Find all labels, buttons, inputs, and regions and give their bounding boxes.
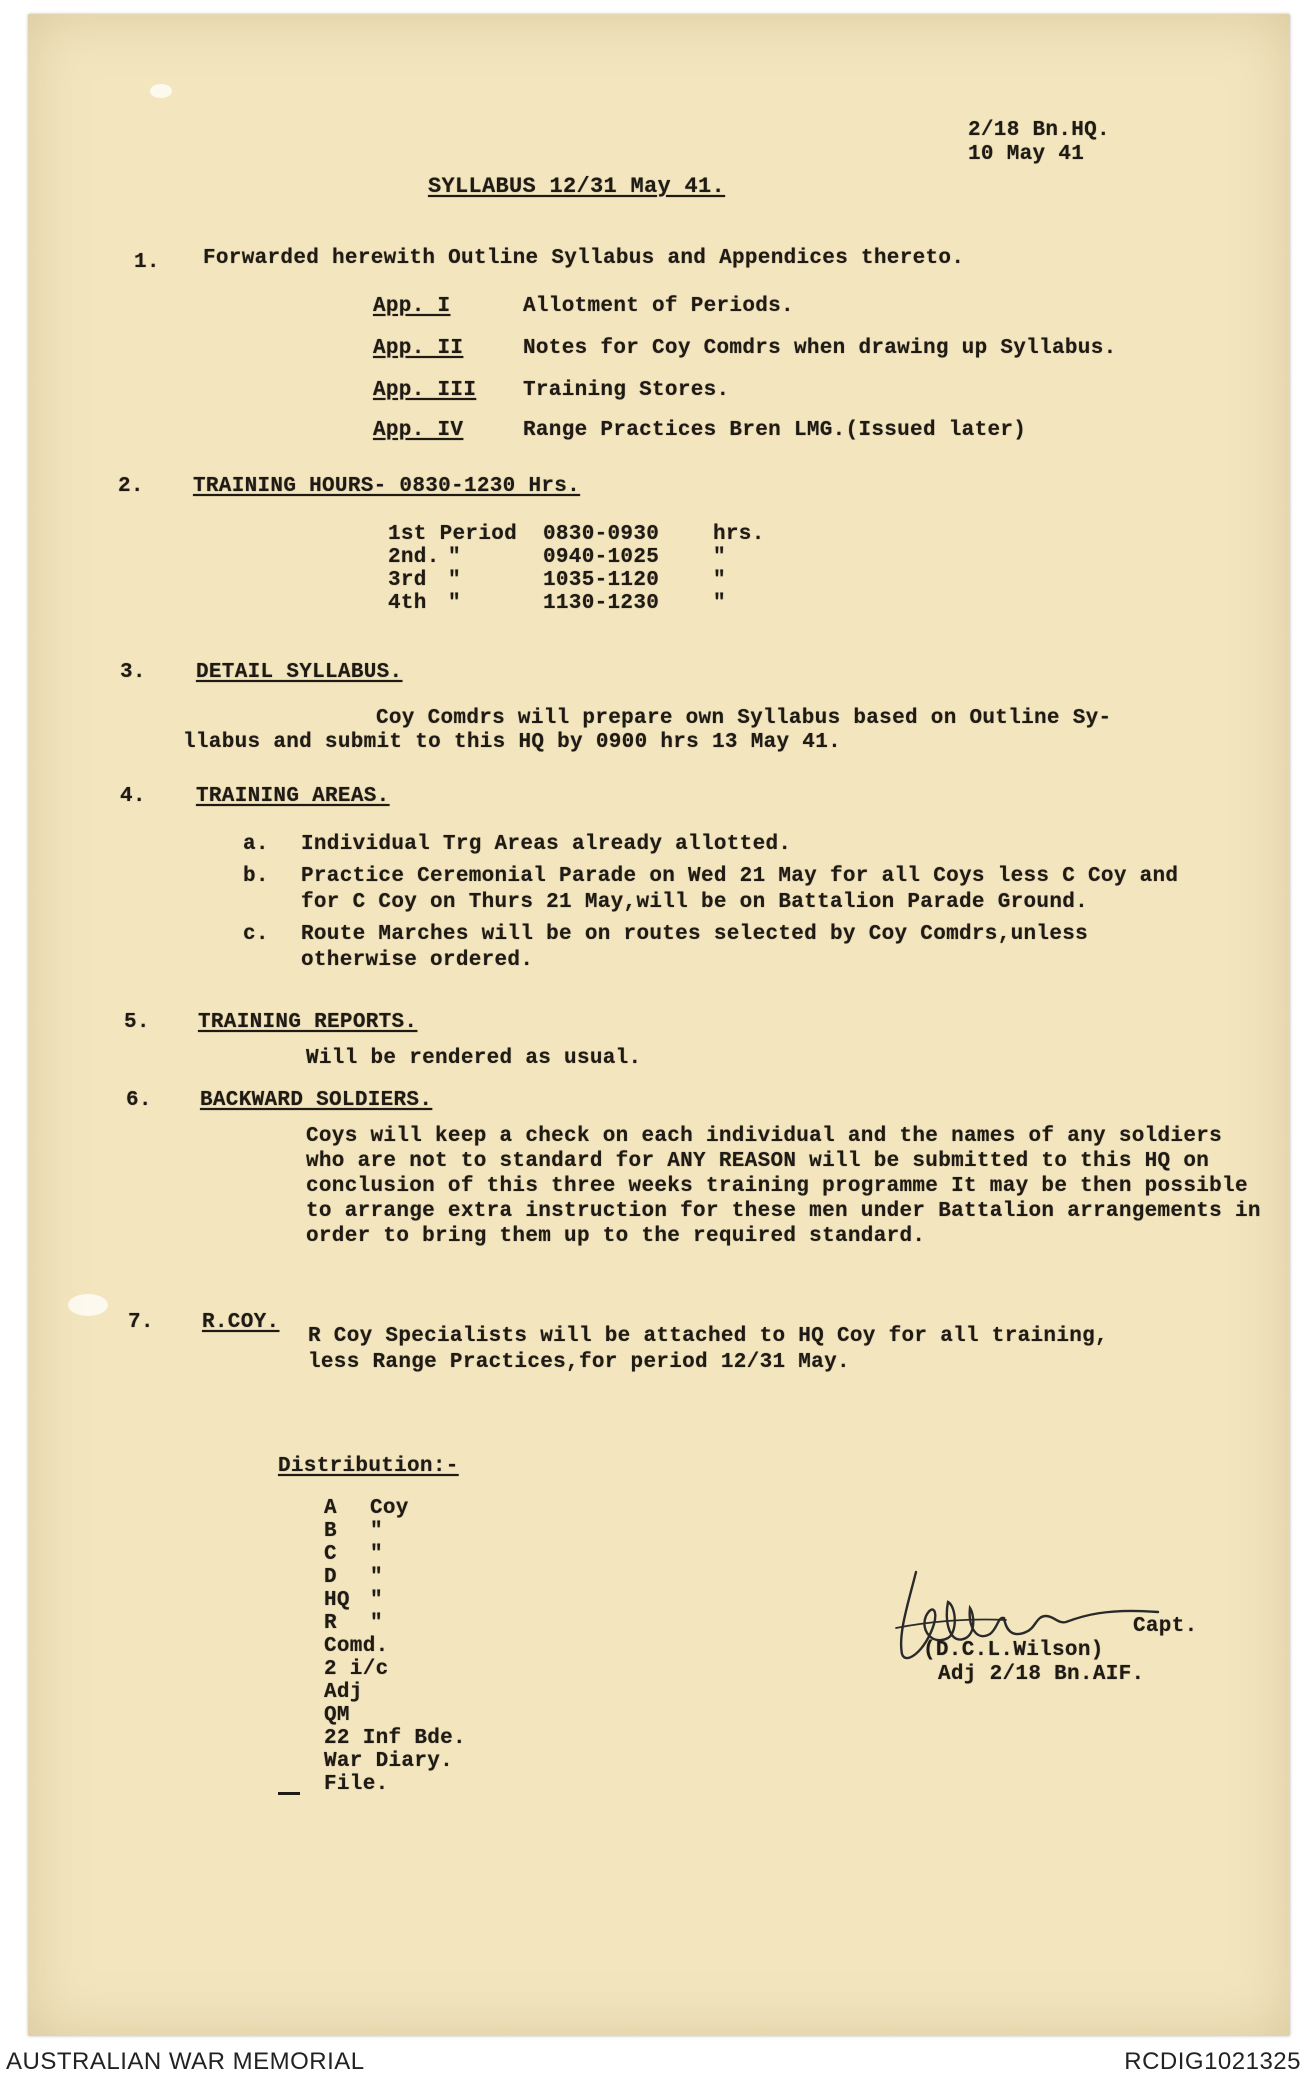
- appendix-code: App. IV: [373, 419, 464, 442]
- section-7-line-2: less Range Practices,for period 12/31 May.: [308, 1351, 850, 1374]
- appendix-text: Range Practices Bren LMG.(Issued later): [523, 419, 1027, 442]
- section-3-heading: DETAIL SYLLABUS.: [196, 661, 403, 684]
- appendix-text: Notes for Coy Comdrs when drawing up Syllabus.: [523, 337, 1117, 360]
- appendix-code: App. III: [373, 379, 477, 402]
- appendix-text: Allotment of Periods.: [523, 295, 794, 318]
- section-7-heading: R.COY.: [202, 1311, 280, 1334]
- signature-appointment: Adj 2/18 Bn.AIF.: [938, 1663, 1145, 1686]
- distribution-val: ": [370, 1612, 383, 1635]
- item-letter: a.: [243, 833, 269, 856]
- section-6-text: Coys will keep a check on each individual and the names of any soldiers who are not to standard for ANY REASON will be submitted to this HQ on conclusion of this three weeks training programme It may be then possible to arrange extra instruction for these men under Battalion arrangements in order to bring them up to the required standard.: [306, 1125, 1261, 1248]
- document-body: [28, 14, 1290, 2036]
- period-unit: ": [713, 546, 726, 569]
- distribution-row: [324, 1611, 466, 1634]
- distribution-row: [324, 1542, 466, 1565]
- period-time: 1130-1230: [543, 592, 660, 615]
- training-periods-table: [388, 522, 765, 614]
- item-text: Individual Trg Areas already allotted.: [301, 833, 792, 856]
- period-row: [388, 591, 765, 614]
- period-row: [388, 545, 765, 568]
- signature-name: (D.C.L.Wilson): [923, 1639, 1104, 1662]
- appendix-row: [373, 378, 729, 404]
- section-7-number: 7.: [128, 1311, 154, 1334]
- document-title: SYLLABUS 12/31 May 41.: [428, 174, 726, 199]
- item-text: Route Marches will be on routes selected by Coy Comdrs,unless otherwise ordered.: [301, 923, 1089, 972]
- distribution-other: 2 i/c: [324, 1658, 389, 1681]
- section-4-heading: TRAINING AREAS.: [196, 785, 390, 808]
- distribution-other: QM: [324, 1704, 350, 1727]
- item-text: Practice Ceremonial Parade on Wed 21 May for all Coys less C Coy and for C Coy on Thurs 21 May,will be on Battalion Parade Ground.: [301, 865, 1179, 914]
- header-date: 10 May 41: [968, 143, 1085, 166]
- distribution-other: File.: [324, 1773, 389, 1796]
- section-2-heading: TRAINING HOURS- 0830-1230 Hrs.: [193, 475, 581, 498]
- period-unit: hrs.: [713, 523, 765, 546]
- appendix-row: [373, 418, 1026, 444]
- section-6-number: 6.: [126, 1089, 152, 1112]
- distribution-key: C: [324, 1543, 337, 1566]
- period-time: 0940-1025: [543, 546, 660, 569]
- header-unit: 2/18 Bn.HQ.: [968, 119, 1110, 142]
- distribution-row: [324, 1496, 466, 1519]
- distribution-val: ": [370, 1566, 383, 1589]
- period-name: 3rd: [388, 569, 427, 592]
- item-letter: b.: [243, 865, 269, 888]
- period-unit: ": [713, 592, 726, 615]
- signature-rank: Capt.: [1133, 1615, 1198, 1638]
- section-1-number: 1.: [134, 251, 160, 274]
- appendix-code: App. I: [373, 295, 451, 318]
- section-2-number: 2.: [118, 475, 144, 498]
- appendix-text: Training Stores.: [523, 379, 730, 402]
- distribution-val: ": [370, 1589, 383, 1612]
- period-row: [388, 568, 765, 591]
- distribution-row: [324, 1588, 466, 1611]
- distribution-key: A: [324, 1497, 337, 1520]
- training-areas-list: [243, 832, 1253, 974]
- distribution-other: War Diary.: [324, 1750, 454, 1773]
- section-5-heading: TRAINING REPORTS.: [198, 1011, 418, 1034]
- distribution-val: Coy: [370, 1497, 409, 1520]
- section-6-heading: BACKWARD SOLDIERS.: [200, 1089, 433, 1112]
- distribution-other: Adj: [324, 1681, 363, 1704]
- period-unit: ": [713, 569, 726, 592]
- distribution-val: ": [370, 1543, 383, 1566]
- period-ditto: ": [448, 592, 461, 615]
- list-item: [243, 922, 1253, 974]
- period-ditto: ": [448, 569, 461, 592]
- distribution-other: 22 Inf Bde.: [324, 1727, 466, 1750]
- section-3-number: 3.: [120, 661, 146, 684]
- distribution-val: ": [370, 1520, 383, 1543]
- list-item: [243, 832, 1253, 858]
- period-time: 0830-0930: [543, 523, 660, 546]
- distribution-key: D: [324, 1566, 337, 1589]
- item-letter: c.: [243, 923, 269, 946]
- section-4-number: 4.: [120, 785, 146, 808]
- section-1-text: Forwarded herewith Outline Syllabus and Appendices thereto.: [203, 247, 965, 270]
- file-tick-mark: [278, 1792, 300, 1795]
- appendix-row: [373, 336, 1117, 362]
- distribution-row: [324, 1519, 466, 1542]
- period-name: 1st Period: [388, 523, 518, 546]
- period-name: 2nd.: [388, 546, 440, 569]
- section-3-line-1: Coy Comdrs will prepare own Syllabus based on Outline Sy-: [376, 707, 1112, 730]
- period-time: 1035-1120: [543, 569, 660, 592]
- period-name: 4th: [388, 592, 427, 615]
- period-row: [388, 522, 765, 545]
- distribution-key: R: [324, 1612, 337, 1635]
- distribution-list: [324, 1496, 466, 1795]
- appendix-row: [373, 294, 794, 320]
- document-sheet: [28, 14, 1290, 2036]
- section-5-number: 5.: [124, 1011, 150, 1034]
- section-5-text: Will be rendered as usual.: [306, 1047, 642, 1070]
- distribution-row: [324, 1565, 466, 1588]
- distribution-other: Comd.: [324, 1635, 389, 1658]
- distribution-heading: Distribution:-: [278, 1455, 459, 1478]
- footer-record-id: RCDIG1021325: [1124, 2048, 1301, 2075]
- distribution-key: HQ: [324, 1589, 350, 1612]
- period-ditto: ": [448, 546, 461, 569]
- appendix-code: App. II: [373, 337, 464, 360]
- section-3-line-2: llabus and submit to this HQ by 0900 hrs 13 May 41.: [183, 731, 842, 754]
- section-7-line-1: R Coy Specialists will be attached to HQ Coy for all training,: [308, 1325, 1108, 1348]
- list-item: [243, 864, 1253, 916]
- footer-institution: AUSTRALIAN WAR MEMORIAL: [6, 2048, 365, 2075]
- distribution-key: B: [324, 1520, 337, 1543]
